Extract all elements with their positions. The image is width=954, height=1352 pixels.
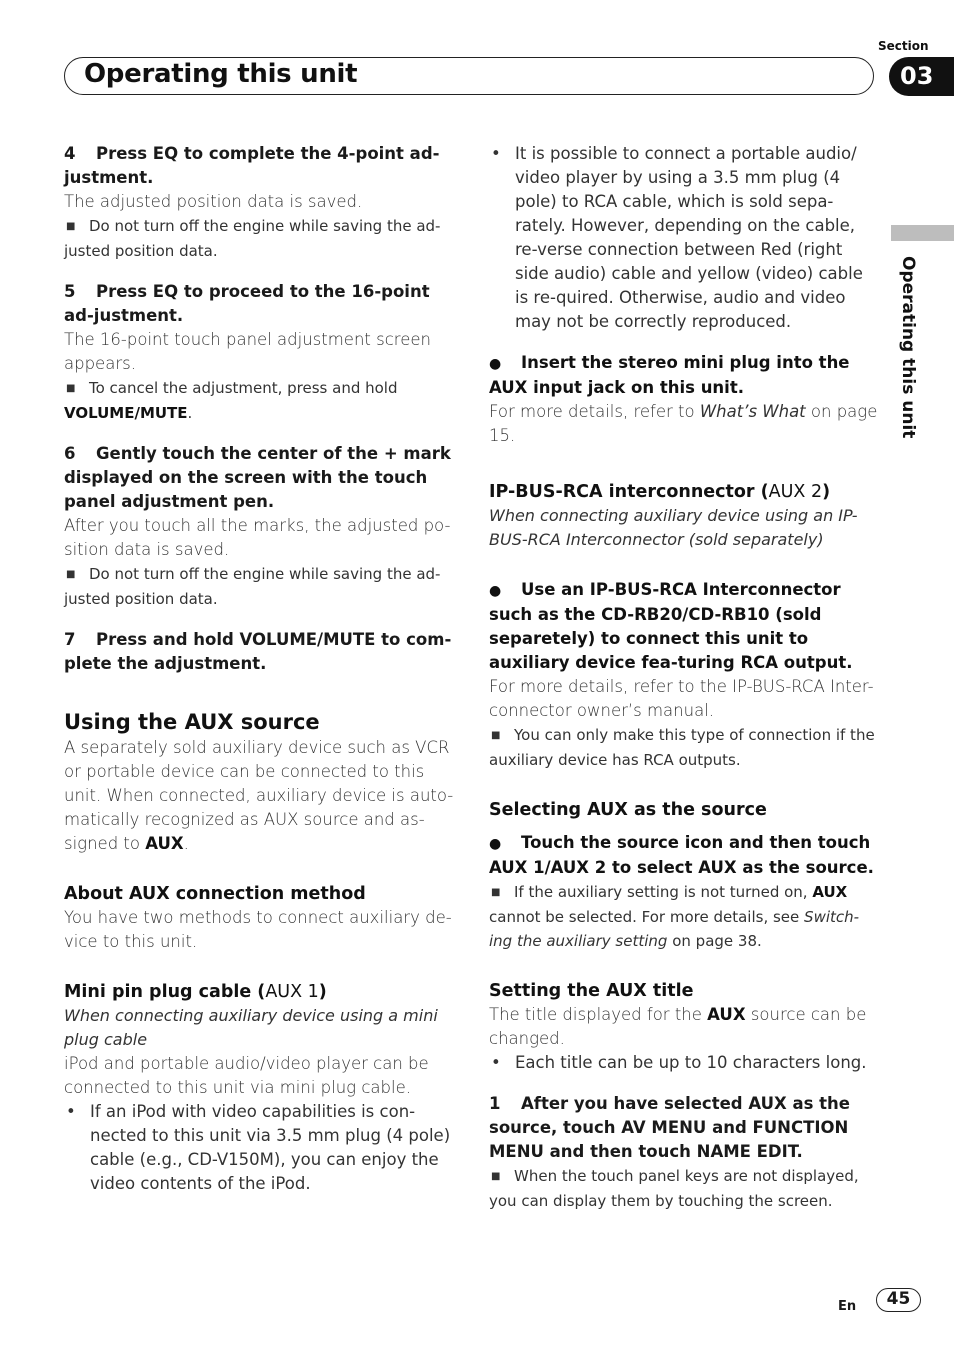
insert-plug-step: ● Insert the stereo mini plug into the AUX input jack on this unit. — [489, 353, 850, 397]
select-aux-heading: Selecting AUX as the source — [489, 800, 767, 820]
bullet-dot-icon: • — [491, 1053, 501, 1072]
bullet-dot-icon: • — [491, 144, 501, 163]
mini-plug-body: iPod and portable audio/video player can be connected to this unit via mini plug cable. — [64, 1054, 429, 1097]
step-4: 4 Press EQ to complete the 4-point ad-justment. — [64, 144, 440, 187]
page-title: Operating this unit — [84, 59, 358, 89]
step-1-name-edit: 1 After you have selected AUX as the source, touch AV MENU and FUNCTION MENU and then touch NAME EDIT. — [489, 1094, 850, 1161]
square-bullet-icon: ■ — [491, 730, 501, 741]
step-7: 7 Press and hold VOLUME/MUTE to com-plete the adjustment. — [64, 630, 452, 673]
square-bullet-icon: ■ — [66, 221, 76, 232]
aux-source-heading: Using the AUX source — [64, 710, 320, 734]
bullet-dot-icon: • — [66, 1102, 76, 1121]
step-5-body: The 16-point touch panel adjustment screen appears. — [64, 330, 431, 373]
step-6: 6 Gently touch the center of the + mark displayed on the screen with the touch panel adjustment pen. — [64, 444, 451, 511]
square-bullet-icon: ■ — [66, 383, 76, 394]
square-bullet-icon: ■ — [66, 569, 76, 580]
mini-plug-italic: When connecting auxiliary device using a mini plug cable — [64, 1006, 438, 1049]
language-label: En — [838, 1299, 857, 1314]
right-column — [489, 142, 881, 1213]
mini-plug-bullet: • If an iPod with video capabilities is con-nected to this unit via 3.5 mm plug (4 pole) cable (e.g., CD-V150M), you can enjoy the video contents of the iPod. — [66, 1102, 451, 1193]
left-column — [64, 142, 454, 1196]
step-6-note: ■ Do not turn off the engine while saving the ad-justed position data. — [64, 565, 441, 608]
step-dot-icon: ● — [489, 356, 502, 372]
square-bullet-icon: ■ — [491, 1171, 501, 1182]
aux-source-body: A separately sold auxiliary device such as VCR or portable device can be connected to this unit. When connected, auxiliary device is auto-matically recognized as AUX source and as-signed to AUX. — [64, 738, 454, 853]
mini-plug-heading: Mini pin plug cable (AUX 1) — [64, 982, 327, 1002]
select-aux-note: ■ If the auxiliary setting is not turned on, AUX cannot be selected. For more details, see Switch-ing the auxiliary setting on page 38. — [489, 883, 860, 950]
side-tab-marker — [891, 225, 954, 241]
aux-title-bullet: • Each title can be up to 10 characters long. — [489, 1051, 881, 1075]
insert-plug-body: For more details, refer to What’s What on page 15. — [489, 402, 878, 445]
square-bullet-icon: ■ — [491, 887, 501, 898]
step-dot-icon: ● — [489, 583, 502, 599]
ipbus-note: ■ You can only make this type of connection if the auxiliary device has RCA outputs. — [489, 726, 875, 769]
ipbus-body: For more details, refer to the IP-BUS-RCA Inter-connector owner’s manual. — [489, 677, 874, 720]
aux-title-heading: Setting the AUX title — [489, 981, 694, 1001]
step-1-note: ■ When the touch panel keys are not displayed, you can display them by touching the screen. — [489, 1167, 859, 1210]
method-body: You have two methods to connect auxiliary de-vice to this unit. — [64, 908, 452, 951]
side-tab-label: Operating this unit — [898, 256, 918, 439]
step-5: 5 Press EQ to proceed to the 16-point ad-justment. — [64, 282, 430, 325]
method-heading: About AUX connection method — [64, 884, 366, 904]
ipbus-italic: When connecting auxiliary device using an IP-BUS-RCA Interconnector (sold separately) — [489, 506, 858, 549]
ipbus-heading: IP-BUS-RCA interconnector (AUX 2) — [489, 482, 831, 502]
step-dot-icon: ● — [489, 836, 502, 852]
section-label: Section — [878, 39, 929, 53]
ipbus-step: ● Use an IP-BUS-RCA Interconnector such as the CD-RB20/CD-RB10 (sold separetely) to connect this unit to auxiliary device fea-turing RCA output. — [489, 580, 853, 672]
step-5-note: ■ To cancel the adjustment, press and hold VOLUME/MUTE. — [64, 379, 398, 422]
aux-title-body: The title displayed for the AUX source can be changed. — [489, 1005, 867, 1048]
step-6-body: After you touch all the marks, the adjusted po-sition data is saved. — [64, 516, 451, 559]
rca-cable-bullet: • It is possible to connect a portable audio/ video player by using a 3.5 mm plug (4 pole) to RCA cable, which is sold sepa-rately. However, depending on the cable, re-verse connection between Red (right side audio) cable and yellow (video) cable is re-quired. Otherwise, audio and video may not be correctly reproduced. — [491, 144, 863, 331]
page-number: 45 — [876, 1288, 921, 1312]
section-number-badge: 03 — [889, 57, 954, 96]
select-aux-step: ● Touch the source icon and then touch AUX 1/AUX 2 to select AUX as the source. — [489, 833, 874, 877]
step-4-note: ■ Do not turn off the engine while saving the ad-justed position data. — [64, 217, 441, 260]
step-4-body: The adjusted position data is saved. — [64, 192, 363, 211]
